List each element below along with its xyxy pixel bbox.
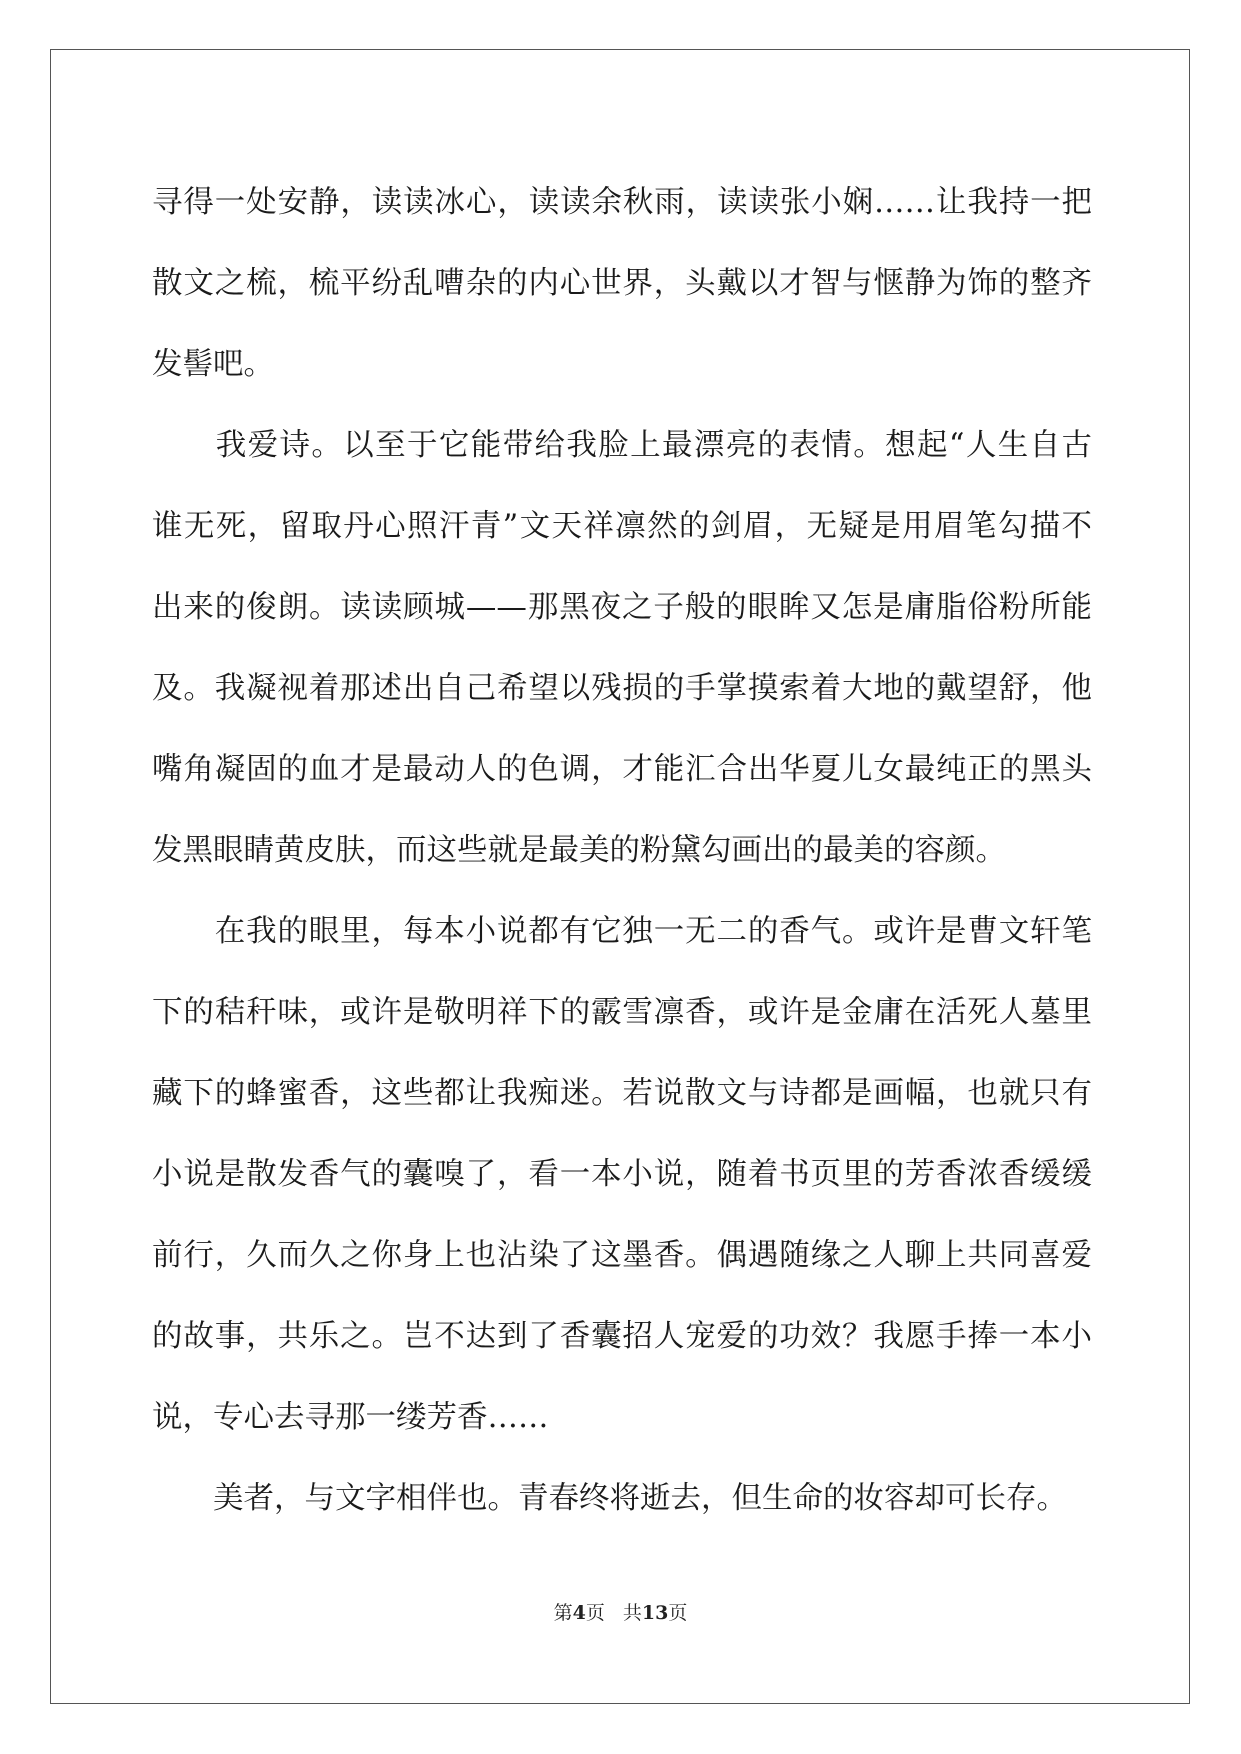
paragraph <box>152 162 1092 405</box>
text-line: 及。我凝视着那述出自己希望以残损的手掌摸索着大地的戴望舒，他 <box>152 671 1092 706</box>
text-line: 美者，与文字相伴也。青春终将逝去，但生命的妆容却可长存。 <box>152 1481 1067 1516</box>
text-line: 寻得一处安静，读读冰心，读读余秋雨，读读张小娴……让我持一把 <box>152 185 1092 220</box>
text-line: 出来的俊朗。读读顾城——那黑夜之子般的眼眸又怎是庸脂俗粉所能 <box>152 590 1092 625</box>
total-pages: 13 <box>641 1602 669 1624</box>
page-number: 4 <box>572 1602 586 1624</box>
page-number-suffix: 页 <box>585 1602 605 1624</box>
text-line: 藏下的蜂蜜香，这些都让我痴迷。若说散文与诗都是画幅，也就只有 <box>152 1076 1092 1111</box>
text-line: 前行，久而久之你身上也沾染了这墨香。偶遇随缘之人聊上共同喜爱 <box>152 1238 1092 1273</box>
document-body <box>152 162 1092 1539</box>
text-line: 发髻吧。 <box>152 347 274 382</box>
text-line: 散文之梳，梳平纷乱嘈杂的内心世界，头戴以才智与惬静为饰的整齐 <box>152 266 1092 301</box>
total-pages-prefix: 共 <box>622 1602 642 1624</box>
text-line: 嘴角凝固的血才是最动人的色调，才能汇合出华夏儿女最纯正的黑头 <box>152 752 1092 787</box>
paragraph <box>152 1458 1092 1539</box>
text-line: 说，专心去寻那一缕芳香…… <box>152 1400 549 1435</box>
page-number-prefix: 第 <box>553 1602 573 1624</box>
text-line: 我爱诗。以至于它能带给我脸上最漂亮的表情。想起“人生自古 <box>152 428 1092 463</box>
paragraph <box>152 405 1092 891</box>
text-line: 在我的眼里，每本小说都有它独一无二的香气。或许是曹文轩笔 <box>152 914 1092 949</box>
text-line: 的故事，共乐之。岂不达到了香囊招人宠爱的功效？我愿手捧一本小 <box>152 1319 1092 1354</box>
paragraph <box>152 891 1092 1458</box>
page-footer <box>0 1598 1241 1625</box>
total-pages-suffix: 页 <box>668 1602 688 1624</box>
text-line: 谁无死，留取丹心照汗青”文天祥凛然的剑眉，无疑是用眉笔勾描不 <box>152 509 1092 544</box>
text-line: 小说是散发香气的囊嗅了，看一本小说，随着书页里的芳香浓香缓缓 <box>152 1157 1092 1192</box>
text-line: 发黑眼睛黄皮肤，而这些就是最美的粉黛勾画出的最美的容颜。 <box>152 833 1006 868</box>
text-line: 下的秸秆味，或许是敬明祥下的霰雪凛香，或许是金庸在活死人墓里 <box>152 995 1092 1030</box>
